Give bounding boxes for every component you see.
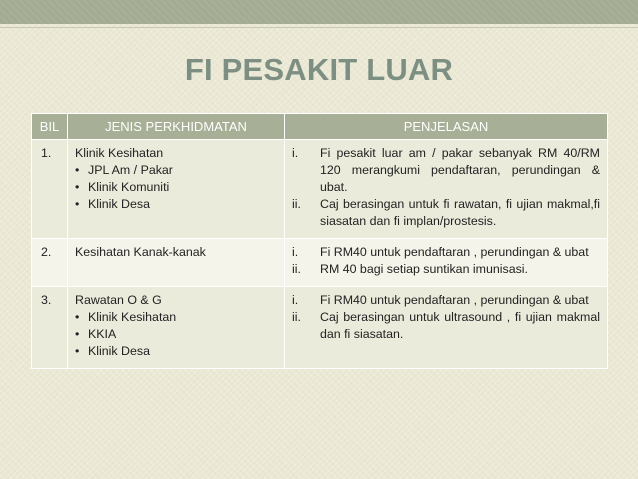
- service-name: Klinik Kesihatan: [75, 146, 164, 160]
- row-number: 3.: [32, 287, 68, 369]
- service-list: [75, 162, 277, 213]
- description-number: i.: [292, 245, 299, 259]
- table-header-row: [32, 114, 608, 140]
- top-decorative-band: [0, 0, 638, 24]
- description-text: Caj berasingan untuk ultrasound , fi ujian makmal dan fi siasatan.: [320, 310, 600, 341]
- row-number: 1.: [32, 140, 68, 239]
- header-bil: BIL: [32, 114, 68, 140]
- description-cell: [285, 287, 608, 369]
- service-name: Kesihatan Kanak-kanak: [75, 245, 206, 259]
- description-text: Caj berasingan untuk fi rawatan, fi ujian makmal,fi siasatan dan fi implan/prostesis.: [320, 197, 600, 228]
- description-number: ii.: [292, 262, 301, 276]
- description-cell: [285, 140, 608, 239]
- table-row: [32, 287, 608, 369]
- header-jenis-perkhidmatan: JENIS PERKHIDMATAN: [68, 114, 285, 140]
- description-number: i.: [292, 146, 299, 160]
- description-text: Fi RM40 untuk pendaftaran , perundingan & ubat: [320, 293, 589, 307]
- table-row: [32, 239, 608, 287]
- service-name: Rawatan O & G: [75, 293, 162, 307]
- description-item: [292, 145, 600, 196]
- description-item: [292, 196, 600, 230]
- service-list-item: • Klinik Desa: [75, 196, 277, 213]
- service-cell: [68, 239, 285, 287]
- description-number: ii.: [292, 197, 301, 211]
- description-item: [292, 292, 600, 309]
- description-number: i.: [292, 293, 299, 307]
- service-list-item: • Klinik Desa: [75, 343, 277, 360]
- description-text: Fi RM40 untuk pendaftaran , perundingan & ubat: [320, 245, 589, 259]
- header-penjelasan: PENJELASAN: [285, 114, 608, 140]
- description-item: [292, 261, 600, 278]
- description-number: ii.: [292, 310, 301, 324]
- top-divider: [0, 27, 638, 28]
- service-list-item: • Klinik Komuniti: [75, 179, 277, 196]
- description-text: Fi pesakit luar am / pakar sebanyak RM 40/RM 120 merangkumi pendaftaran, perundingan & ubat.: [320, 146, 600, 194]
- page-title: FI PESAKIT LUAR: [184, 52, 454, 87]
- table-row: [32, 140, 608, 239]
- service-cell: [68, 287, 285, 369]
- description-cell: [285, 239, 608, 287]
- service-list-item: • JPL Am / Pakar: [75, 162, 277, 179]
- row-number: 2.: [32, 239, 68, 287]
- description-item: [292, 244, 600, 261]
- description-text: RM 40 bagi setiap suntikan imunisasi.: [320, 262, 528, 276]
- service-list-item: • KKIA: [75, 326, 277, 343]
- service-list-item: • Klinik Kesihatan: [75, 309, 277, 326]
- service-cell: [68, 140, 285, 239]
- service-list: [75, 309, 277, 360]
- description-item: [292, 309, 600, 343]
- fee-table: [31, 113, 608, 369]
